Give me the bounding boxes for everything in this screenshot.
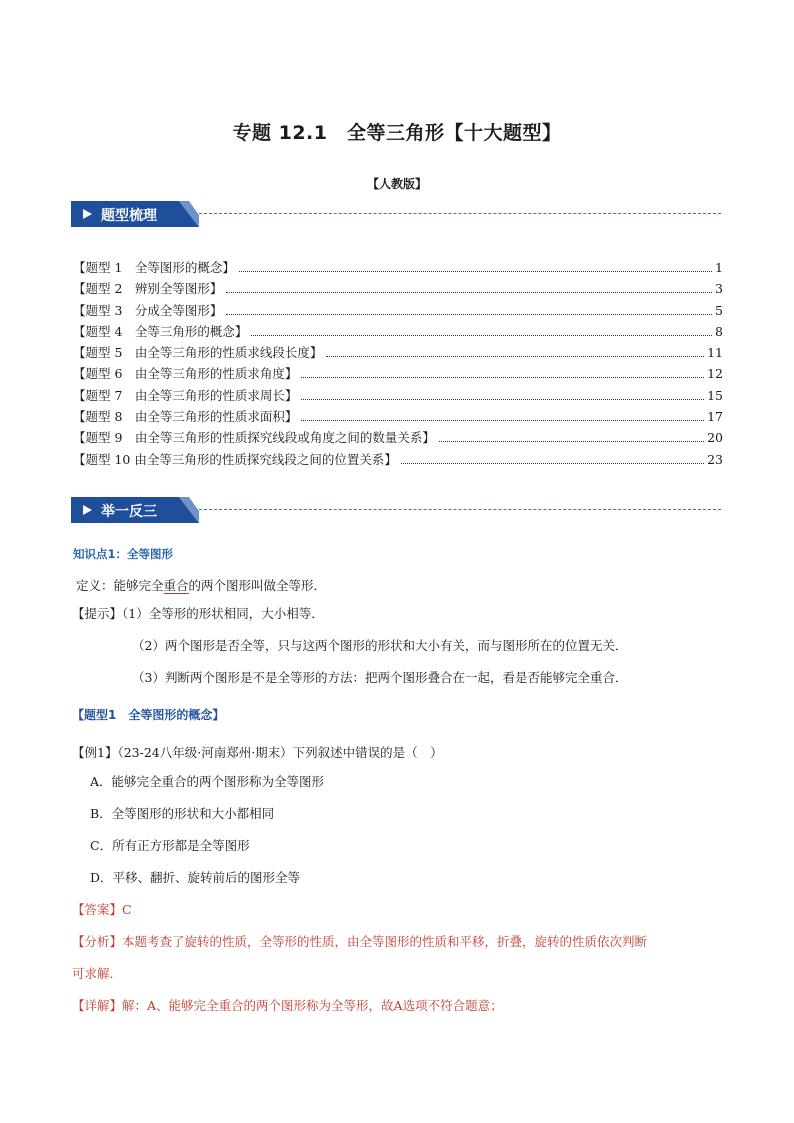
toc-leader-dots: [301, 420, 704, 421]
toc-page-number: 8: [715, 323, 723, 339]
toc-entry[interactable]: [73, 258, 723, 279]
play-icon: [83, 209, 92, 219]
tip-text: （1）全等形的形状相同，大小相等．: [122, 606, 324, 621]
toc-page-number: 12: [707, 366, 723, 382]
tip-line-1: [72, 604, 324, 622]
tip-line-2: （2）两个图形是否全等，只与这两个图形的形状和大小有关，而与图形所在的位置无关．: [132, 638, 628, 653]
analysis-line-2: 可求解．: [72, 966, 123, 981]
toc-leader-dots: [301, 377, 704, 378]
toc-page-number: 17: [707, 409, 723, 425]
toc-leader-dots: [401, 463, 704, 464]
answer-label: 【答案】: [72, 902, 123, 917]
toc-leader-dots: [226, 314, 712, 315]
toc-leader-dots: [326, 356, 704, 357]
option-a: A．能够完全重合的两个图形称为全等图形: [90, 774, 325, 789]
toc-entry-label: 【题型 8 由全等三角形的性质求面积】: [73, 409, 298, 425]
banner-label: 题型梳理: [101, 208, 157, 224]
page-title: 专题 12.1 全等三角形【十大题型】: [232, 122, 562, 144]
toc-entry[interactable]: [73, 279, 723, 300]
dashed-divider: [199, 213, 721, 214]
toc-leader-dots: [439, 441, 704, 442]
toc-page-number: 20: [707, 430, 723, 446]
toc-entry-label: 【题型 7 由全等三角形的性质求周长】: [73, 387, 298, 403]
option-b: B．全等图形的形状和大小都相同: [90, 806, 275, 821]
toc-page-number: 1: [715, 260, 723, 275]
banner-tag: [71, 201, 199, 227]
knowledge-heading: 知识点1：全等图形: [73, 547, 174, 561]
toc-entry-label: 【题型 9 由全等三角形的性质探究线段或角度之间的数量关系】: [73, 430, 435, 446]
option-c: C．所有正方形都是全等图形: [90, 838, 250, 853]
toc-entry[interactable]: [73, 407, 723, 428]
toc-entry[interactable]: [73, 343, 723, 364]
option-d: D．平移、翻折、旋转前后的图形全等: [90, 870, 301, 885]
definition-keyword: 重合: [163, 578, 189, 593]
example-question: 【例1】（23-24八年级·河南郑州·期末）下列叙述中错误的是（ ）: [72, 745, 443, 760]
toc-entry[interactable]: [73, 428, 723, 449]
definition-text: 的两个图形叫做全等形．: [188, 578, 327, 593]
banner-label: 举一反三: [101, 504, 157, 520]
toc-entry-label: 【题型 3 分成全等图形】: [73, 302, 223, 318]
toc-page-number: 23: [707, 451, 723, 467]
detail-line: [72, 996, 503, 1014]
toc-page-number: 11: [707, 345, 723, 361]
toc-page-number: 5: [715, 302, 723, 318]
table-of-contents: [73, 258, 723, 471]
toc-entry[interactable]: [73, 364, 723, 385]
toc-entry[interactable]: [73, 322, 723, 343]
detail-label: 【详解】: [72, 998, 123, 1013]
tip-label: 【提示】: [72, 606, 123, 621]
analysis-text: 本题考查了旋转的性质，全等形的性质，由全等图形的性质和平移，折叠，旋转的性质依次判断: [122, 934, 648, 949]
toc-entry-label: 【题型 2 辨别全等图形】: [73, 281, 223, 297]
toc-leader-dots: [239, 271, 712, 272]
toc-entry[interactable]: [73, 386, 723, 407]
banner-practice: [71, 497, 721, 523]
toc-entry-label: 【题型 5 由全等三角形的性质求线段长度】: [73, 345, 323, 361]
definition-line: [76, 576, 326, 594]
toc-entry-label: 【题型 6 由全等三角形的性质求角度】: [73, 366, 298, 382]
toc-leader-dots: [226, 292, 712, 293]
toc-entry-label: 【题型 4 全等三角形的概念】: [73, 323, 248, 339]
answer-line: [72, 900, 132, 918]
banner-tag: [71, 497, 199, 523]
answer-value: C: [122, 902, 132, 917]
toc-entry[interactable]: [73, 301, 723, 322]
edition-label: 【人教版】: [366, 177, 427, 191]
analysis-label: 【分析】: [72, 934, 123, 949]
toc-entry-label: 【题型 10 由全等三角形的性质探究线段之间的位置关系】: [73, 451, 397, 467]
detail-text: 解：A、能够完全重合的两个图形称为全等形，故A选项不符合题意；: [122, 998, 503, 1013]
toc-page-number: 15: [707, 387, 723, 403]
toc-entry-label: 【题型 1 全等图形的概念】: [73, 260, 235, 275]
section-heading: 【题型1 全等图形的概念】: [72, 708, 225, 722]
dashed-divider: [199, 509, 721, 510]
toc-entry[interactable]: [73, 450, 723, 471]
toc-leader-dots: [301, 399, 704, 400]
analysis-line-1: [72, 932, 647, 950]
banner-question-types: [71, 201, 721, 227]
toc-page-number: 3: [715, 281, 723, 297]
definition-text: 定义：能够完全: [76, 578, 164, 593]
play-icon: [83, 505, 92, 515]
toc-leader-dots: [251, 335, 712, 336]
tip-line-3: （3）判断两个图形是不是全等形的方法：把两个图形叠合在一起，看是否能够完全重合．: [132, 670, 628, 685]
